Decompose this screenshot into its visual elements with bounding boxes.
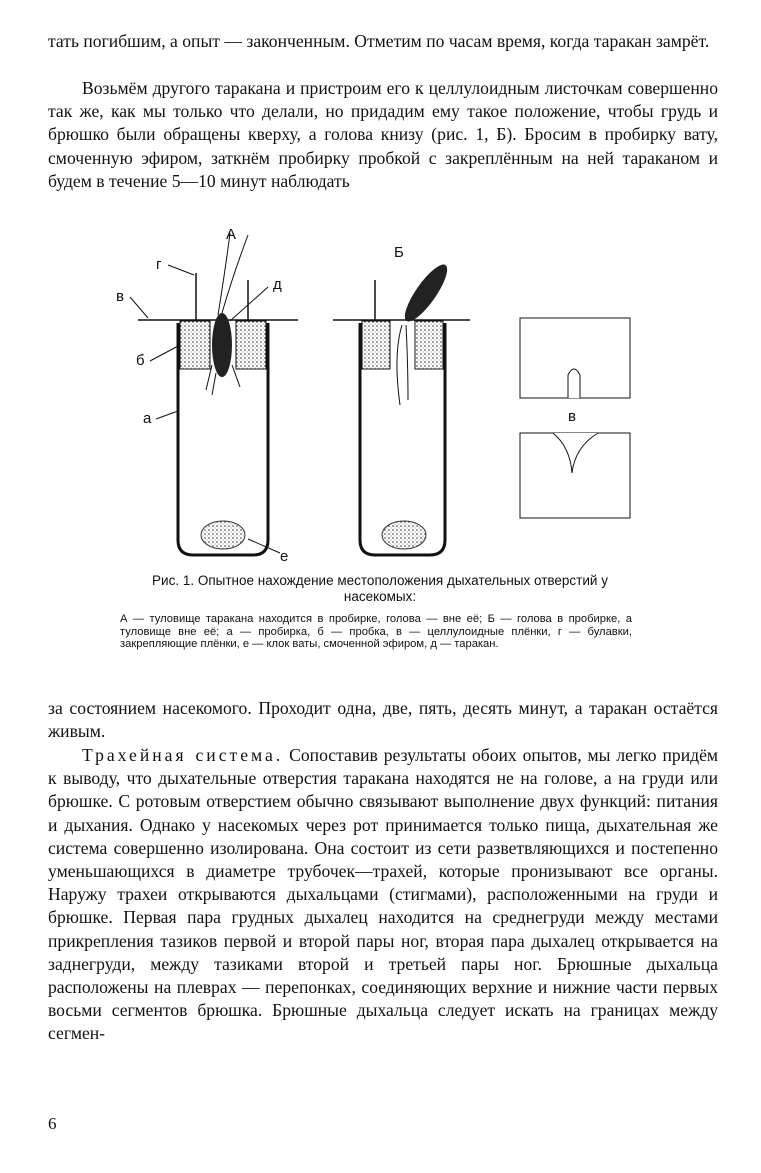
label-d: д xyxy=(273,276,282,293)
label-g: г xyxy=(156,256,162,273)
figure-caption: Рис. 1. Опытное нахождение местоположения дыхательных отверстий у насекомых: xyxy=(152,573,608,604)
figure-1 xyxy=(108,225,643,570)
tube-a xyxy=(116,226,298,565)
cockroach-b xyxy=(398,259,453,326)
cork-a-right xyxy=(236,321,266,369)
label-b: б xyxy=(136,352,145,369)
cockroach-a xyxy=(212,313,232,377)
paragraph-3: за состоянием насекомого. Проходит одна, две, пять, десять минут, а таракан остаётся живым. xyxy=(48,698,718,742)
paragraph-4 xyxy=(48,744,718,1046)
label-A: А xyxy=(226,226,237,243)
paragraph-4-body: Сопоставив результаты обоих опытов, мы легко придём к выводу, что дыхательные отверстия таракана находятся не на голове, а на груди или брюшке. С ротовым отверстием обычно связывают выполнение двух функций: питания и дыхания. Однако у насекомых через рот принимается только пища, дыхательная же система совершенно изолирована. Она состоит из сети разветвляющихся и постепенно уменьшающихся в диаметре трубочек—трахей, которые пронизывают все органы. Наружу трахеи открываются дыхальцами (стигмами), расположенными на груди и брюшке. Первая пара грудных дыхалец находится на среднегруди между местами прикрепления тазиков первой и второй пары ног, вторая пара дыхалец открывается на заднегруди, между тазиками второй и третьей пары ног. Брюшные дыхальца расположены на плеврах — перепонках, соединяющих верхние и нижние части первых восьми сегментов брюшка. Брюшные дыхальца следует искать на границах между сегмен- xyxy=(48,745,719,1044)
paragraph-1: тать погибшим, а опыт — законченным. Отметим по часам время, когда таракан замрёт. xyxy=(48,31,710,51)
paragraph-2: Возьмём другого таракана и пристроим его к целлулоидным листочкам совершенно так же, как мы только что делали, но придадим ему такое положение, чтобы грудь и брюшко были обращены кверху, а голова книзу (рис. 1, Б). Бросим в пробирку вату, смоченную эфиром, заткнём пробирку пробкой с закреплённым на ней тараканом и будем в течение 5—10 минут наблюдать xyxy=(48,78,718,191)
cotton-a xyxy=(201,521,245,549)
label-V: в xyxy=(568,408,576,425)
label-a: а xyxy=(143,410,152,427)
films-v xyxy=(520,318,630,518)
cork-a-left xyxy=(180,321,210,369)
label-e: е xyxy=(280,548,289,565)
label-B: Б xyxy=(394,244,404,261)
section-heading: Трахейная система. xyxy=(82,745,284,765)
page-number: 6 xyxy=(48,1114,57,1133)
figure-legend: А — туловище таракана находится в пробирке, голова — вне её; Б — голова в пробирке, а туловище вне её; а — пробирка, б — пробка, в — целлулоидные плёнки, г — булавки, закрепляющие плёнки, е — клок ваты, смоченной эфиром, д — таракан. xyxy=(120,613,632,650)
cotton-b xyxy=(382,521,426,549)
tube-b xyxy=(333,244,470,555)
label-v: в xyxy=(116,288,124,305)
experiment-diagram xyxy=(108,225,643,570)
